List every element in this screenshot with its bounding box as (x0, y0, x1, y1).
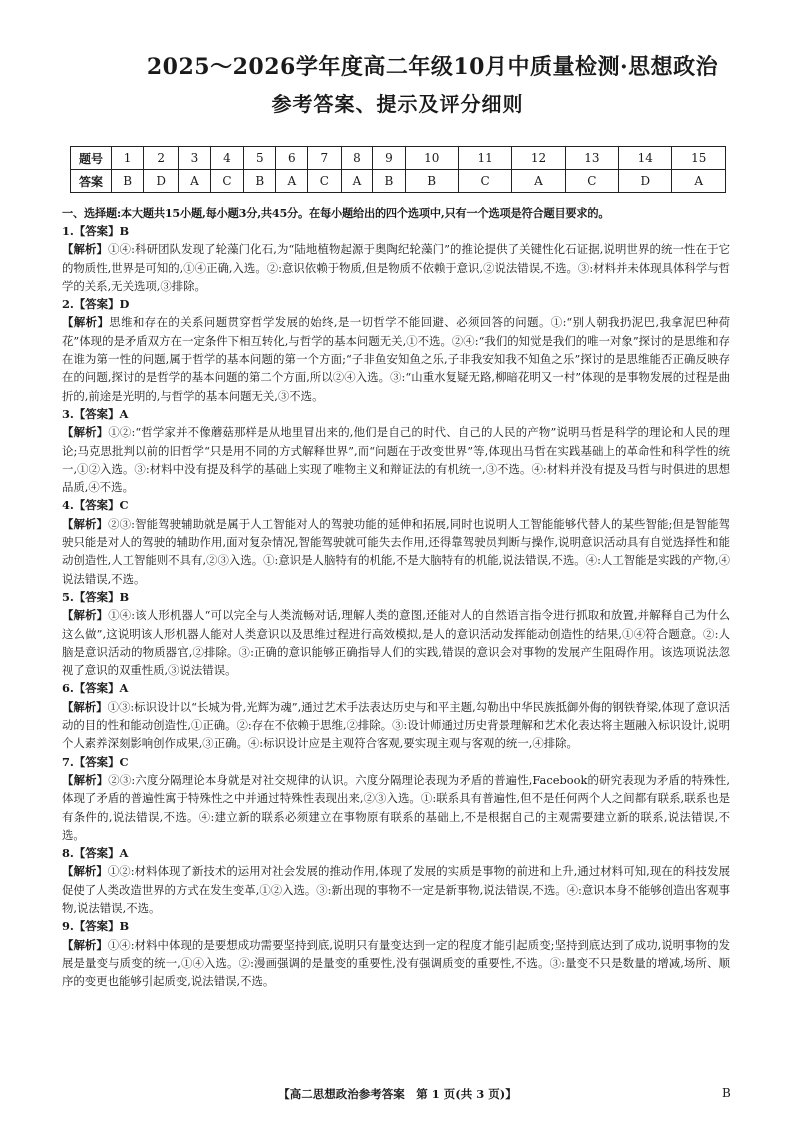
answer-cell: B (244, 170, 276, 193)
answer-cell: A (276, 170, 308, 193)
question-number-cell: 15 (672, 147, 726, 170)
question-number-cell: 2 (144, 147, 179, 170)
analysis-text: ②③:智能驾驶辅助就是属于人工智能对人的驾驶功能的延伸和拓展,同时也说明人工智能能够代替人的某些智能;但是智能驾驶只能是对人的驾驶的辅助作用,面对复杂情况,智能驾驶就可能失去作用,还得靠驾驶员判断与操作,说明意识活动具有自觉选择性和能动创造性,人工智能则不具有,②③入选。①:意识是人脑特有的机能,不是大脑特有的机能,说法错误,不选。④:人工智能是实践的产物,④说法错误,不选。 (62, 516, 730, 586)
page-title: 2025～2026学年度高二年级10月中质量检测·思想政治 (146, 54, 719, 80)
analysis-label: 【解析】 (62, 516, 109, 531)
answer-cell: A (341, 170, 373, 193)
question-analysis (62, 698, 730, 753)
question-answer-line: 5.【答案】B (62, 589, 130, 604)
answer-cell: C (565, 170, 618, 193)
question-number-cell: 8 (341, 147, 373, 170)
analysis-label: 【解析】 (62, 864, 108, 879)
question-number-cell: 6 (276, 147, 308, 170)
analysis-text: ①②:“哲学家并不像蘑菇那样是从地里冒出来的,他们是自己的时代、自己的人民的产物”说明马哲是科学的理论和人民的理论;马克思批判以前的旧哲学“只是用不同的方式解释世界”,而“问题在于改变世界”等,体现出马哲在实践基础上的革命性和科学性的统一,①②入选。③:材料中没有提及科学的基础上实现了唯物主义和辩证法的有机统一,③不选。④:材料并没有提及马哲与时俱进的思想品质,④不选。 (62, 425, 730, 495)
question-item (62, 679, 730, 752)
question-number-cell: 7 (308, 147, 341, 170)
question-answer-line: 8.【答案】A (62, 846, 129, 861)
analysis-text: ①④:科研团队发现了轮藻门化石,为“陆地植物起源于奥陶纪轮藻门”的推论提供了关键性化石证据,说明世界的统一性在于它的物质性,世界是可知的,①④正确,入选。②:意识依赖于物质,但是物质不依赖于意识,②说法错误,不选。③:材料并未体现具体科学与哲学的关系,无关选项,③排除。 (62, 242, 730, 293)
question-number-cell: 11 (458, 147, 511, 170)
page-footer: 【高二思想政治参考答案 第 1 页(共 3 页)】 (278, 1087, 517, 1101)
answer-cell: C (308, 170, 341, 193)
question-item (62, 405, 730, 496)
analysis-label: 【解析】 (62, 425, 109, 440)
question-number-cell: 14 (619, 147, 672, 170)
question-answer-line: 6.【答案】A (62, 681, 129, 696)
question-item (62, 844, 730, 917)
question-item (62, 753, 730, 844)
question-analysis (62, 515, 730, 588)
question-number-cell: 5 (244, 147, 276, 170)
analysis-label: 【解析】 (62, 772, 109, 787)
analysis-label: 【解析】 (62, 937, 108, 952)
answer-cell: D (144, 170, 179, 193)
question-number-cell: 10 (405, 147, 458, 170)
answer-cell: B (373, 170, 405, 193)
question-analysis (62, 936, 730, 991)
question-analysis (62, 313, 730, 404)
analysis-text: ②③:六度分隔理论本身就是对社交规律的认识。六度分隔理论表现为矛盾的普遍性,Facebook的研究表现为矛盾的特殊性,体现了矛盾的普遍性寓于特殊性之中并通过特殊性表现出来,②③入选。①:联系具有普遍性,但不是任何两个人之间都有联系,联系也是有条件的,说法错误,不选。④:建立新的联系必须建立在事物原有联系的基础上,不是根据自己的主观需要建立新的联系,说法错误,不选。 (62, 772, 730, 842)
question-answer-line: 3.【答案】A (62, 406, 129, 421)
question-number-cell: 3 (179, 147, 211, 170)
analysis-text: ①④:材料中体现的是要想成功需要坚持到底,说明只有量变达到一定的程度才能引起质变;坚持到底达到了成功,说明事物的发展是量变与质变的统一,①④入选。②:漫画强调的是量变的重要性,没有强调质变的重要性,不选。③:量变不只是数量的增减,场所、顺序的变更也能够引起质变,说法错误,不选。 (62, 937, 730, 989)
answer-table-answer-row (71, 170, 726, 193)
question-analysis (62, 606, 730, 679)
footer-version-code: B (722, 1086, 731, 1100)
answer-cell: C (458, 170, 511, 193)
answer-cell: A (179, 170, 211, 193)
question-answer-line: 7.【答案】C (62, 754, 129, 769)
question-answer-line: 1.【答案】B (62, 224, 130, 238)
question-item (62, 588, 730, 679)
answer-cell: B (112, 170, 144, 193)
answer-cell: C (210, 170, 243, 193)
question-number-cell: 9 (373, 147, 405, 170)
question-item (62, 222, 730, 295)
analysis-label: 【解析】 (62, 315, 110, 330)
answer-cell: A (512, 170, 565, 193)
answer-table (70, 146, 726, 193)
question-number-cell: 4 (210, 147, 243, 170)
row-label-answer: 答案 (71, 170, 112, 193)
analysis-text: 思维和存在的关系问题贯穿哲学发展的始终,是一切哲学不能回避、必须回答的问题。①:“别人朝我扔泥巴,我拿泥巴种荷花”体现的是矛盾双方在一定条件下相互转化,与哲学的基本问题无关,①不选。②④:“我们的知觉是我们的唯一对象”探讨的是思维和存在谁为第一性的问题,属于哲学的基本问题的第一个方面;“子非鱼安知鱼之乐,子非我安知我不知鱼之乐”探讨的是思维能否正确反映存在的问题,探讨的是哲学的基本问题的第二个方面,所以②④入选。③:“山重水复疑无路,柳暗花明又一村”体现的是事物发展的过程是曲折的,前途是光明的,与哲学的基本问题无关,③不选。 (62, 315, 730, 403)
analysis-text: ①③:标识设计以“长城为骨,光辉为魂”,通过艺术手法表达历史与和平主题,勾勒出中华民族抵御外侮的钢铁脊梁,体现了意识活动的目的性和能动创造性,①正确。②:存在不依赖于思维,②排除。③:设计师通过历史背景理解和艺术化表达将主题融入标识设计,说明个人素养深刻影响创作成果,③正确。④:标识设计应是主观符合客观,要实现主观与客观的统一,④排除。 (62, 699, 730, 751)
question-answer-line: 4.【答案】C (62, 498, 129, 513)
answer-cell: B (405, 170, 458, 193)
section-heading: 一、选择题:本大题共15小题,每小题3分,共45分。在每小题给出的四个选项中,只有一个选项是符合题目要求的。 (62, 206, 610, 220)
answer-table-number-row (71, 147, 726, 170)
analysis-label: 【解析】 (62, 242, 109, 257)
analysis-text: ①②:材料体现了新技术的运用对社会发展的推动作用,体现了发展的实质是事物的前进和上升,通过材料可知,现在的科技发展促使了人类改造世界的方式在发生变革,①②入选。③:新出现的事物不一定是新事物,说法错误,不选。④:意识本身不能够创造出客观事物,说法错误,不选。 (62, 864, 730, 915)
analysis-label: 【解析】 (62, 608, 109, 623)
question-answer-line: 9.【答案】B (62, 919, 130, 934)
answer-cell: A (672, 170, 726, 193)
question-analysis (62, 771, 730, 844)
question-analysis (62, 423, 730, 496)
question-number-cell: 12 (512, 147, 565, 170)
question-item (62, 496, 730, 587)
question-answer-line: 2.【答案】D (62, 297, 130, 312)
question-analysis (62, 240, 730, 295)
question-analysis (62, 862, 730, 917)
row-label-number: 题号 (71, 147, 112, 170)
page-subtitle: 参考答案、提示及评分细则 (271, 92, 524, 116)
analysis-text: ①④:该人形机器人“可以完全与人类流畅对话,理解人类的意图,还能对人的自然语言指令进行抓取和放置,并解释自己为什么这么做”,这说明该人形机器人能对人类意识以及思维过程进行高效模拟,是人的意识活动发挥能动创造性的结果,①④符合题意。②:人脑是意识活动的物质器官,②排除。③:正确的意识能够正确指导人们的实践,错误的意识会对事物的发展产生阻碍作用。该选项说法忽视了意识的双重性质,③说法错误。 (62, 608, 730, 678)
question-item (62, 295, 730, 405)
answer-cell: D (619, 170, 672, 193)
question-item (62, 917, 730, 990)
answer-explanations (62, 222, 730, 990)
question-number-cell: 1 (112, 147, 144, 170)
question-number-cell: 13 (565, 147, 618, 170)
analysis-label: 【解析】 (62, 699, 108, 714)
